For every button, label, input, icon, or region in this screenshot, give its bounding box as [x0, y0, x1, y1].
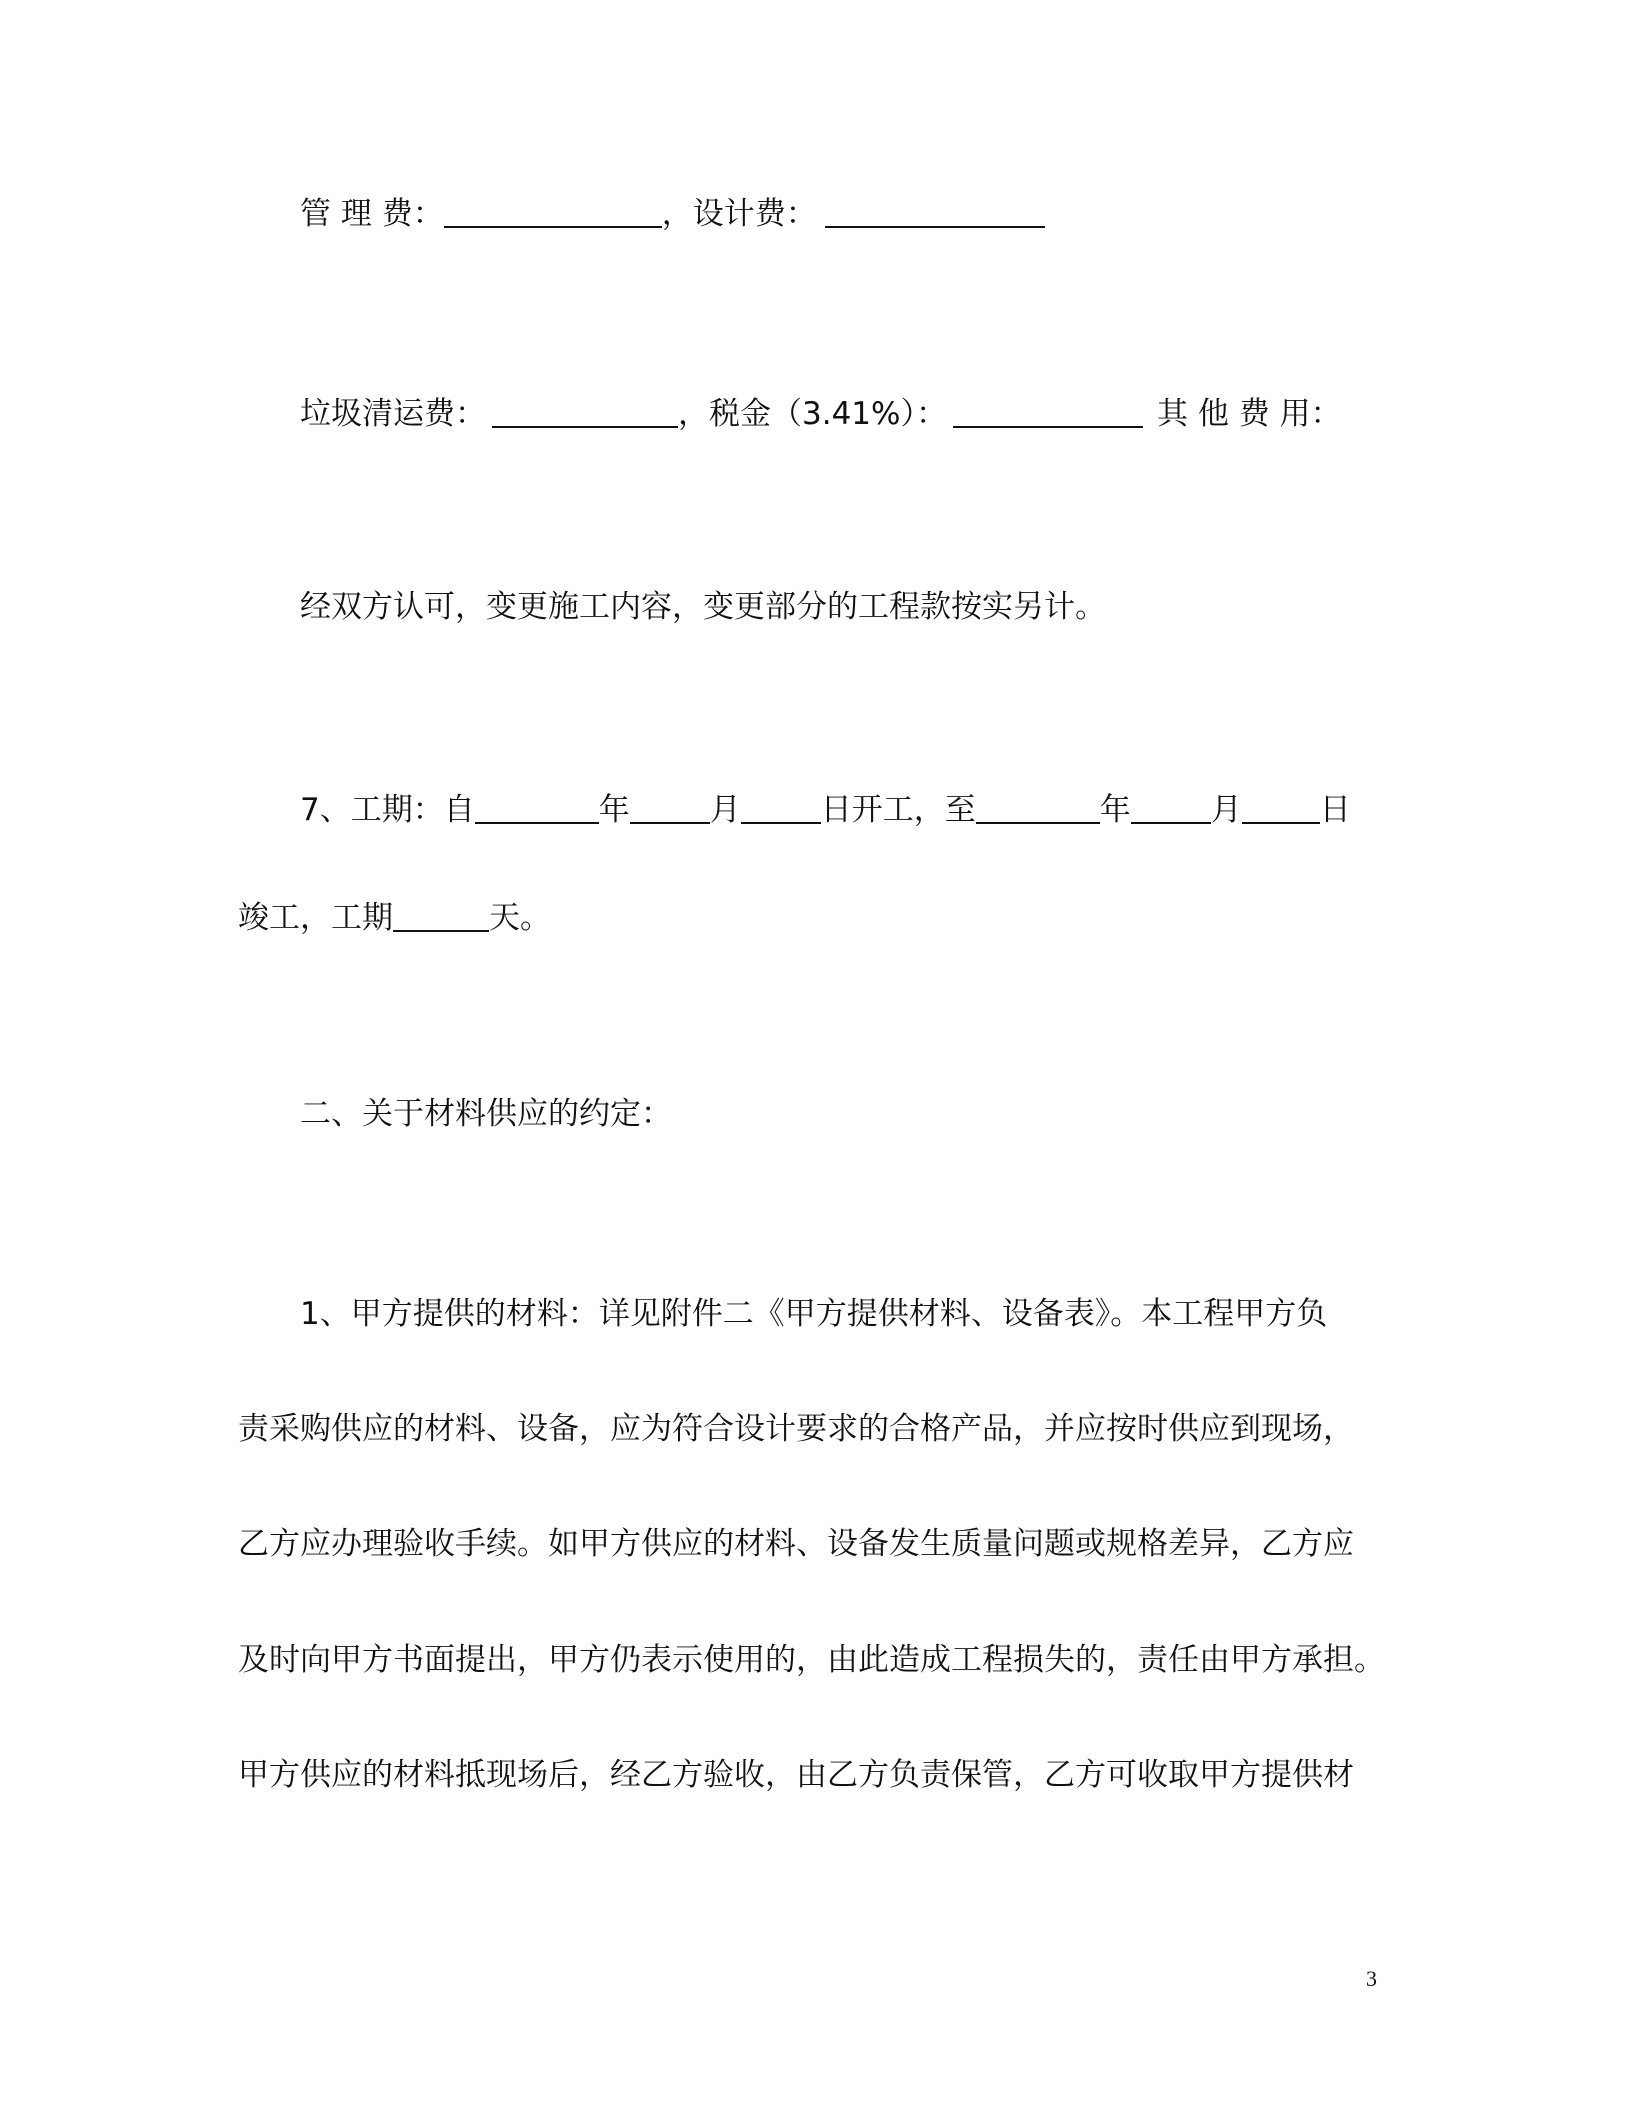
start-day-blank[interactable] [741, 792, 821, 824]
days-label: 天。 [489, 900, 551, 936]
end-year-label: 年 [1099, 792, 1131, 828]
duration-days-blank[interactable] [393, 900, 489, 932]
change-clause: 经双方认可，变更施工内容，变更部分的工程款按实另计。 [300, 589, 1106, 625]
paragraph-line-5: 甲方供应的材料抵现场后，经乙方验收，由乙方负责保管，乙方可收取甲方提供材 [238, 1757, 1354, 1793]
end-year-blank[interactable] [976, 792, 1100, 824]
section-heading-materials: 二、关于材料供应的约定： [300, 1096, 672, 1132]
tax-blank[interactable] [953, 396, 1143, 428]
completion-line [238, 896, 551, 940]
waste-removal-fee-label: 垃圾清运费： [300, 396, 486, 432]
design-fee-blank[interactable] [825, 196, 1045, 228]
design-fee-label: ，设计费： [661, 196, 817, 232]
end-day-label: 日 [1319, 792, 1351, 828]
paragraph-line-4: 及时向甲方书面提出，甲方仍表示使用的，由此造成工程损失的，责任由甲方承担。 [238, 1642, 1385, 1678]
end-day-blank[interactable] [1242, 792, 1320, 824]
end-month-label: 月 [1210, 792, 1242, 828]
start-month-blank[interactable] [630, 792, 710, 824]
waste-removal-fee-blank[interactable] [492, 396, 678, 428]
page-number: 3 [1366, 1966, 1377, 1991]
start-year-label: 年 [598, 792, 630, 828]
end-month-blank[interactable] [1131, 792, 1211, 824]
completion-label: 竣工，工期 [238, 900, 393, 936]
management-fee-label: 管 理 费： [300, 196, 444, 232]
construction-period-line [300, 788, 1351, 832]
start-month-label: 月 [709, 792, 741, 828]
fee-line-waste-tax-other [300, 392, 1342, 436]
other-fees-label: 其 他 费 用： [1156, 396, 1342, 432]
tax-label: ，税金（3.41%）： [678, 396, 947, 432]
construction-period-label: 7、工期：自 [300, 792, 475, 828]
management-fee-blank[interactable] [444, 196, 662, 228]
start-year-blank[interactable] [475, 792, 599, 824]
fee-line-management-design [300, 192, 1045, 236]
paragraph-line-2: 责采购供应的材料、设备，应为符合设计要求的合格产品，并应按时供应到现场， [238, 1411, 1354, 1447]
paragraph-line-1: 1、甲方提供的材料：详见附件二《甲方提供材料、设备表》。本工程甲方负 [300, 1296, 1328, 1332]
paragraph-line-3: 乙方应办理验收手续。如甲方供应的材料、设备发生质量问题或规格差异，乙方应 [238, 1526, 1354, 1562]
start-day-label: 日开工，至 [820, 792, 976, 828]
